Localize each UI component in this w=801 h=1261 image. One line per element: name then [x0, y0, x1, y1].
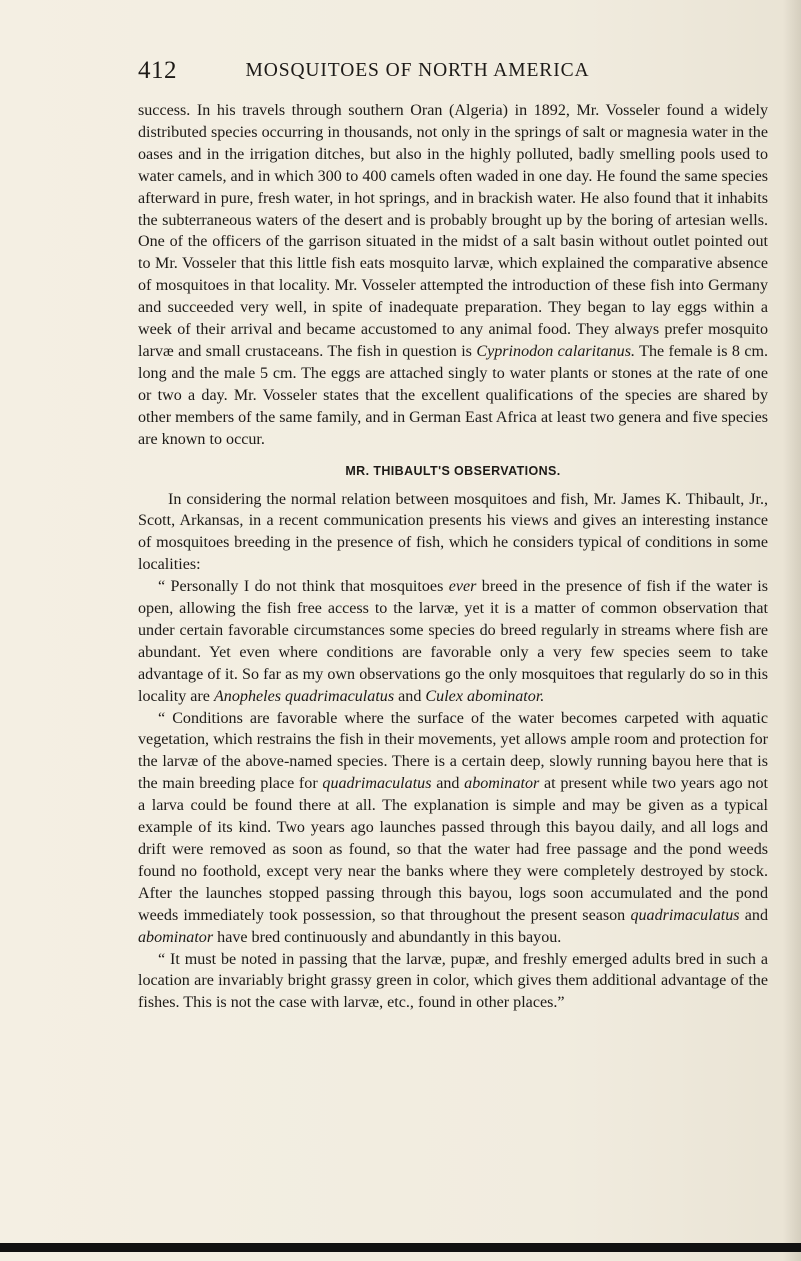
text-span: and: [394, 687, 426, 705]
page-number: 412: [138, 57, 177, 84]
paragraph-quote-2: [138, 708, 768, 949]
emphasis-ever: ever: [448, 578, 477, 596]
section-heading: MR. THIBAULT'S OBSERVATIONS.: [345, 463, 561, 478]
species-name: Culex abominator.: [425, 687, 545, 705]
text-span: breed in the presence of fish if the water is open, allowing the fish free access to the larvæ, yet it is a matter of common observation that under certain favorable circumstances some species do breed regularly in streams where fish are abundant. Yet even where conditions are favorable only a very few species seem to take advantage of it. So far as my own observations go the only mosquitoes that regularly do so in this locality are: [138, 578, 768, 705]
text-span: and: [431, 775, 465, 793]
body-text: [138, 100, 768, 1014]
text-span: “ Personally I do not think that mosquitoes: [158, 578, 449, 596]
species-name: Anopheles quadrimaculatus: [213, 687, 395, 705]
species-name: abominator: [464, 775, 540, 793]
species-name: Cyprinodon calaritanus.: [476, 342, 635, 360]
text-span: have bred continuously and abundantly in this bayou.: [213, 928, 562, 946]
text-span: and: [739, 906, 768, 924]
species-name: abominator: [138, 928, 214, 946]
paragraph-quote-3: “ It must be noted in passing that the larvæ, pupæ, and freshly emerged adults bred in such a location are invariably bright grassy green in color, which gives them additional advantage of the fishes. This is not the case with larvæ, etc., found in other places.”: [138, 950, 768, 1012]
paragraph-quote-1: [138, 576, 768, 707]
running-title: MOSQUITOES OF NORTH AMERICA: [245, 60, 590, 81]
species-name: quadrimaculatus: [322, 775, 432, 793]
page-header: [0, 57, 801, 85]
paragraph-vosseler: [138, 100, 768, 451]
paragraph-thibault-intro: In considering the normal relation between mosquitoes and fish, Mr. James K. Thibault, Jr., Scott, Arkansas, in a recent communication presents his views and gives an interesting instance of mosquitoes breeding in the presence of fish, which he considers typical of conditions in some localities:: [138, 490, 768, 574]
species-name: quadrimaculatus: [630, 906, 740, 924]
text-span: success. In his travels through southern Oran (Algeria) in 1892, Mr. Vosseler found a widely distributed species occurring in thousands, not only in the springs of salt or magnesia water in the oases and in the irrigation ditches, but also in the highly polluted, badly smelling pools used to water camels, and in which 300 to 400 camels often waded in one day. He found the same species afterward in pure, fresh water, in hot springs, and in brackish water. He also found that it inhabits the subterraneous waters of the desert and is probably brought up by the boring of artesian wells. One of the officers of the garrison situated in the midst of a salt basin without outlet pointed out to Mr. Vosseler that this little fish eats mosquito larvæ, which explained the comparative absence of mosquitoes in that locality. Mr. Vosseler attempted the introduction of these fish into Germany and succeeded very well, in spite of inadequate preparation. They began to lay eggs within a week of their arrival and became accustomed to any animal food. They always prefer mosquito larvæ and small crustaceans. The fish in question is: [138, 102, 768, 360]
text-span: The female is 8 cm. long and the male 5 cm. The eggs are attached singly to water plants or stones at the rate of one or two a day. Mr. Vosseler states that the excellent qualifications of the species are shared by other members of the same family, and in German East Africa at least two genera and five species are known to occur.: [138, 342, 768, 448]
text-span: “ Conditions are favorable where the surface of the water becomes carpeted with aquatic vegetation, which restrains the fish in their movements, yet allows ample room and protection for the larvæ of the above-named species. There is a certain deep, slowly running bayou here that is the main breeding place for: [138, 709, 768, 793]
bottom-scan-edge: [0, 1243, 801, 1252]
text-span: at present while two years ago not a larva could be found there at all. The explanation is simple and may be given as a typical example of its kind. Two years ago launches passed through this bayou daily, and all logs and drift were removed as soon as found, so that the water had free passage and the pond weeds found no foothold, except very near the banks where they were completely destroyed by stock. After the launches stopped passing through this bayou, logs soon accumulated and the pond weeds immediately took possession, so that throughout the present season: [138, 775, 768, 924]
page-edge-shadow: [783, 0, 801, 1261]
